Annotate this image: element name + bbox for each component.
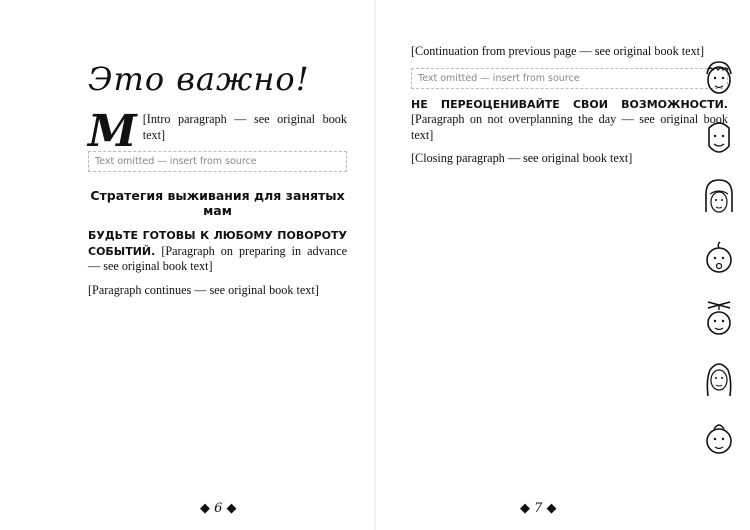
drop-cap: М xyxy=(88,106,137,157)
page-title: Это важно! xyxy=(88,60,310,98)
faces-column xyxy=(702,56,736,460)
right-page xyxy=(375,0,750,530)
placeholder-note: Text omitted — insert from source xyxy=(411,68,728,89)
intro-text: [Intro paragraph — see original book text] xyxy=(142,112,347,142)
capabilities-text: [Paragraph on not overplanning the day — see original book text] xyxy=(411,112,728,142)
section-lead: НЕ ПЕРЕОЦЕНИВАЙТЕ СВОИ ВОЗМОЖНОСТИ. xyxy=(411,97,728,111)
continuation-paragraph: [Continuation from previous page — see original book text] xyxy=(411,44,705,58)
face-propeller-cap-icon xyxy=(702,296,736,340)
face-toddler-icon xyxy=(702,416,736,460)
face-baby-icon xyxy=(702,236,736,280)
page-number-right: ◆ 7 ◆ xyxy=(520,501,557,516)
face-long-hair-icon xyxy=(702,356,736,400)
strategy-paragraph xyxy=(88,228,347,275)
face-bob-hair-icon xyxy=(702,176,736,220)
placeholder-note: Text omitted — insert from source xyxy=(88,151,347,172)
face-curly-hair-icon xyxy=(702,56,736,100)
section-heading: Стратегия выживания для занятых мам xyxy=(90,188,345,219)
capabilities-paragraph xyxy=(411,97,728,144)
closing-paragraph: [Closing paragraph — see original book text] xyxy=(411,151,633,166)
face-smile-icon xyxy=(702,116,736,160)
closing-paragraph: [Paragraph continues — see original book text] xyxy=(88,282,319,297)
page-number-left: ◆ 6 ◆ xyxy=(200,501,237,516)
strategy-text: [Paragraph on preparing in advance — see original book text] xyxy=(88,243,348,274)
section-lead: БУДЬТЕ ГОТОВЫ К ЛЮБОМУ ПОВОРОТУ СОБЫТИЙ. xyxy=(88,229,347,258)
intro-paragraph xyxy=(88,106,347,157)
